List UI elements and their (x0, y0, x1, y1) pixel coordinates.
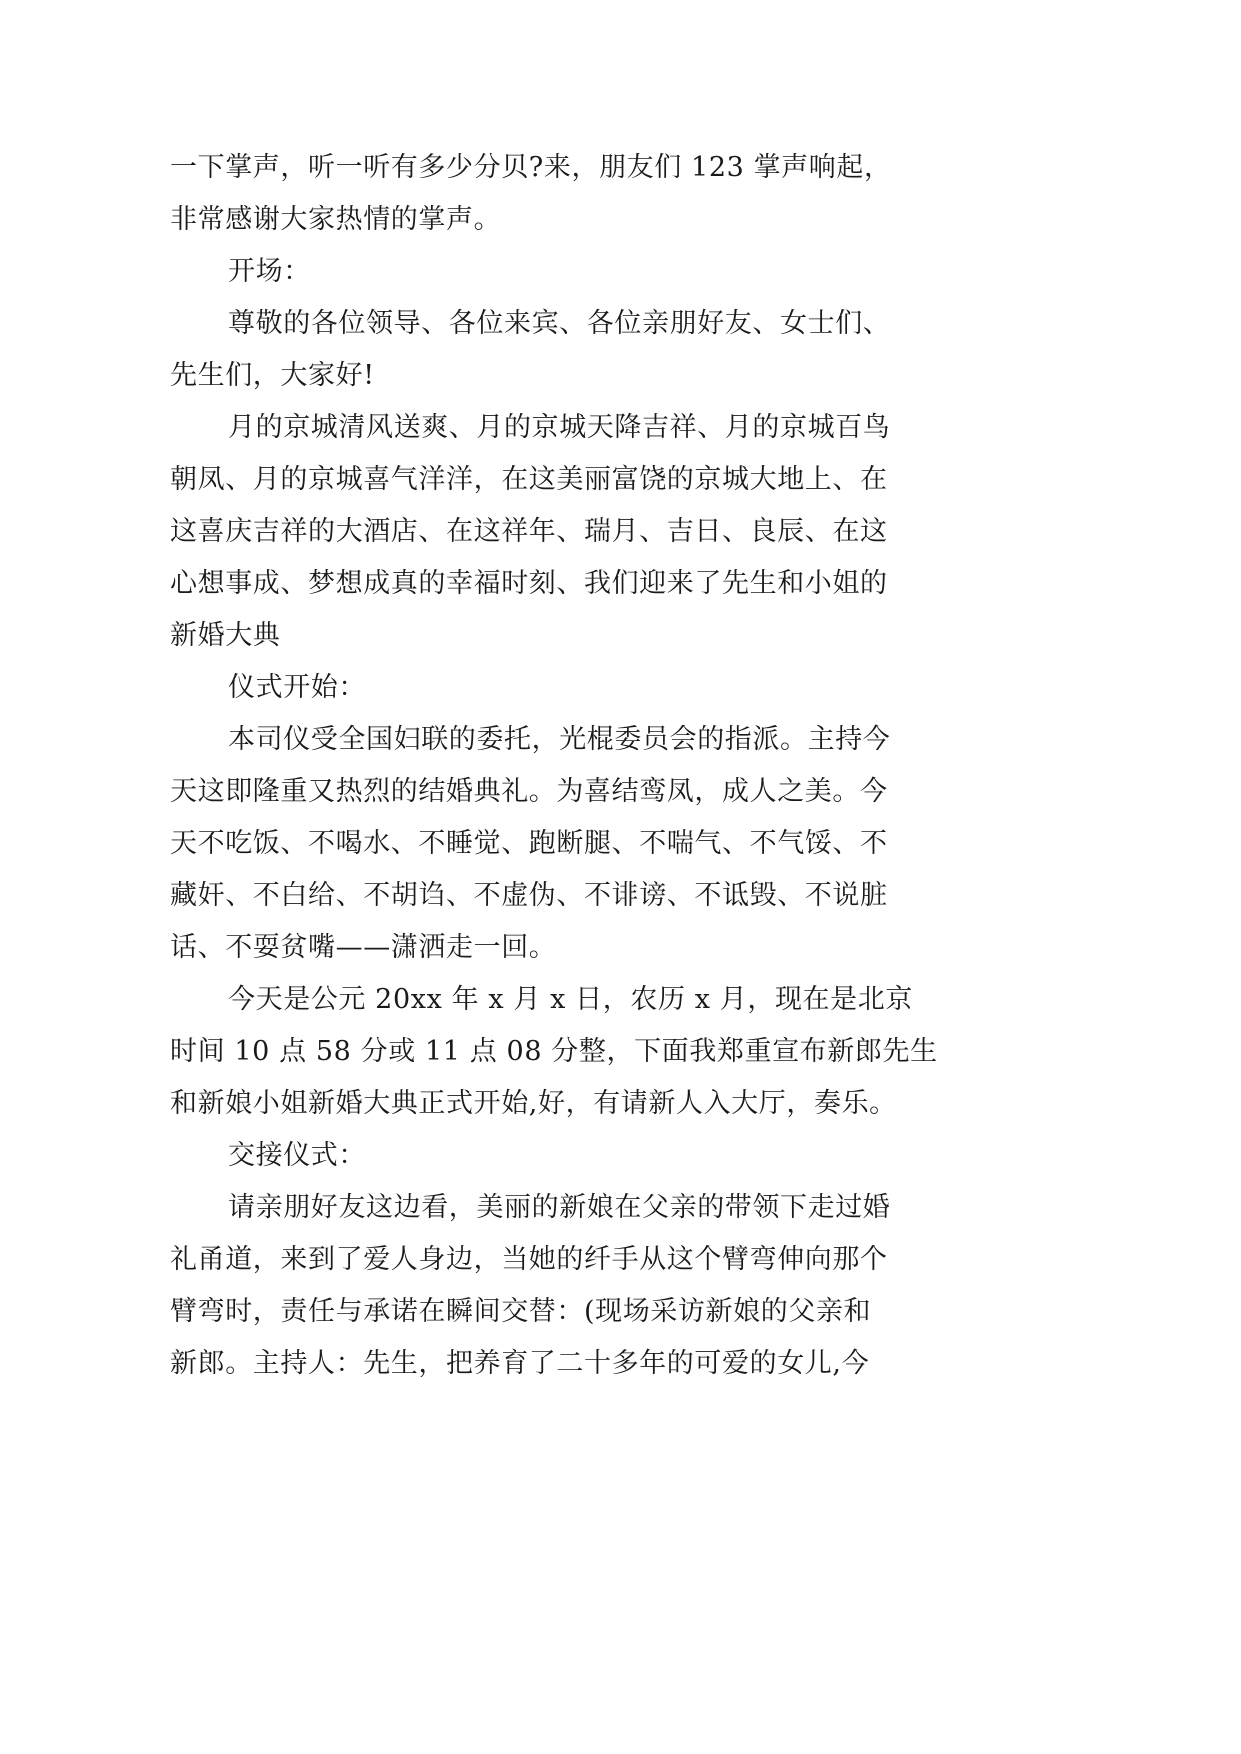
text-line: 非常感谢大家热情的掌声。 (170, 204, 502, 235)
text-line: 朝凤、月的京城喜气洋洋，在这美丽富饶的京城大地上、在 (170, 464, 888, 495)
section-heading: 交接仪式： (228, 1140, 366, 1171)
text-line: 今天是公元 20xx 年 x 月 x 日，农历 x 月，现在是北京 (228, 984, 913, 1015)
text-line: 礼甬道，来到了爱人身边，当她的纤手从这个臂弯伸向那个 (170, 1244, 888, 1275)
document-body (170, 142, 970, 1390)
text-line: 月的京城清风送爽、月的京城天降吉祥、月的京城百鸟 (228, 412, 891, 443)
text-line: 请亲朋好友这边看，美丽的新娘在父亲的带领下走过婚 (228, 1192, 891, 1223)
section-heading: 仪式开始： (228, 672, 366, 703)
text-line: 新郎。主持人：先生，把养育了二十多年的可爱的女儿,今 (170, 1348, 870, 1379)
text-line: 尊敬的各位领导、各位来宾、各位亲朋好友、女士们、 (228, 308, 891, 339)
text-line: 天不吃饭、不喝水、不睡觉、跑断腿、不喘气、不气馁、不 (170, 828, 888, 859)
text-line: 时间 10 点 58 分或 11 点 08 分整，下面我郑重宣布新郎先生 (170, 1036, 938, 1067)
text-line: 这喜庆吉祥的大酒店、在这祥年、瑞月、吉日、良辰、在这 (170, 516, 888, 547)
text-line: 本司仪受全国妇联的委托，光棍委员会的指派。主持今 (228, 724, 891, 755)
text-line: 天这即隆重又热烈的结婚典礼。为喜结鸾凤，成人之美。今 (170, 776, 888, 807)
text-line: 和新娘小姐新婚大典正式开始,好，有请新人入大厅，奏乐。 (170, 1088, 897, 1119)
text-line: 一下掌声，听一听有多少分贝?来，朋友们 123 掌声响起， (170, 152, 892, 183)
text-line: 心想事成、梦想成真的幸福时刻、我们迎来了先生和小姐的 (170, 568, 888, 599)
text-line: 藏奸、不白给、不胡诌、不虚伪、不诽谤、不诋毁、不说脏 (170, 880, 888, 911)
text-line: 先生们，大家好! (170, 360, 375, 391)
text-line: 臂弯时，责任与承诺在瞬间交替：(现场采访新娘的父亲和 (170, 1296, 872, 1327)
text-line: 新婚大典 (170, 620, 281, 651)
section-heading: 开场： (228, 256, 311, 287)
text-line: 话、不耍贫嘴——潇洒走一回。 (170, 932, 557, 963)
